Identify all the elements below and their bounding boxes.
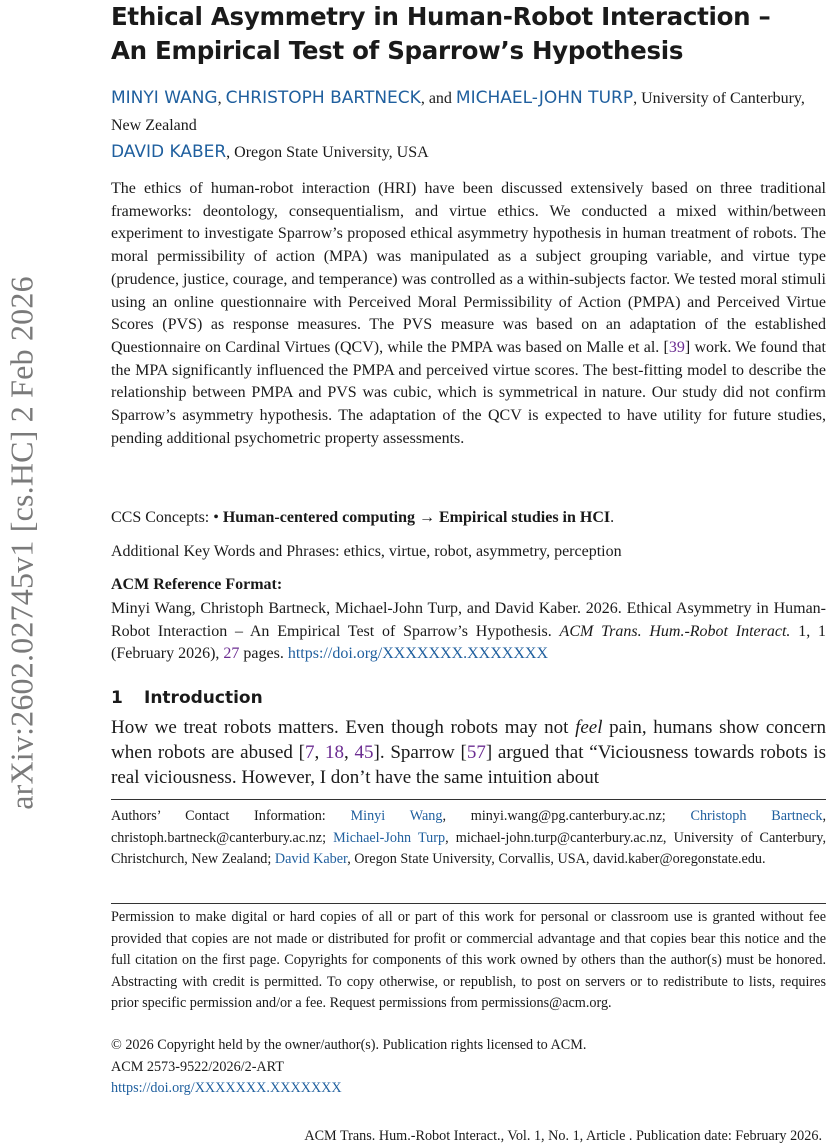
citation-link[interactable]: 57 — [466, 741, 486, 763]
abstract — [111, 178, 826, 450]
copyright-line: © 2026 Copyright held by the owner/author(s). Publication rights licensed to ACM. — [111, 1037, 587, 1053]
title-line-2: An Empirical Test of Sparrow’s Hypothesis — [111, 36, 684, 65]
acm-reference-journal: ACM Trans. Hum.-Robot Interact. — [559, 622, 791, 640]
contact-email-1: , minyi.wang@pg.canterbury.ac.nz; — [442, 808, 691, 824]
contact-label: Authors’ Contact Information: — [111, 808, 351, 824]
ccs-label: CCS Concepts: • — [111, 509, 223, 526]
acm-reference-text-1: Minyi Wang, Christoph Bartneck, Michael-John Turp, and David Kaber. 2026. Ethical Asymmetry in Human-Robot Interaction – An Empirical Test of Sparrow’s Hypothesis. — [111, 600, 826, 640]
footnote-divider — [111, 799, 826, 800]
doi-link[interactable]: https://doi.org/XXXXXXX.XXXXXXX — [287, 645, 549, 663]
ccs-end: . — [610, 509, 615, 526]
acm-reference-text-3: pages. — [239, 645, 288, 663]
copyright-doi-link[interactable]: https://doi.org/XXXXXXX.XXXXXXX — [111, 1080, 342, 1096]
permission-notice: Permission to make digital or hard copies of all or part of this work for personal or classroom use is granted without fee provided that copies are not made or distributed for profit or commercial advantage and that copies bear this notice and the full citation on the first page. Copyrights for components of this work owned by others than the author(s) must be honored. Abstracting with credit is permitted. To copy otherwise, or republish, to post on servers or to redistribute to lists, requires prior specific permission and/or a fee. Request permissions from permissions@acm.org. — [111, 909, 826, 1012]
citation-link[interactable]: 7 — [304, 741, 315, 763]
affiliation-canterbury: , University of Canterbury, New Zealand — [111, 90, 805, 134]
author-and: , and — [420, 90, 456, 107]
intro-text-3: ]. Sparrow [ — [373, 741, 467, 763]
citation-separator: , — [344, 741, 355, 763]
introduction-paragraph — [111, 716, 826, 790]
contact-link-kaber[interactable]: David Kaber — [274, 851, 348, 867]
author-contact-info — [111, 806, 826, 871]
page-count-link[interactable]: 27 — [223, 645, 240, 663]
author-link-kaber[interactable]: DAVID KABER — [111, 142, 227, 162]
intro-emphasis: feel — [575, 717, 603, 738]
author-line-1 — [111, 85, 827, 139]
keywords: Additional Key Words and Phrases: ethics, virtue, robot, asymmetry, perception — [111, 543, 622, 560]
acm-reference — [111, 598, 826, 666]
citation-link[interactable]: 18 — [325, 741, 344, 763]
ccs-concept-2: Empirical studies in HCI — [438, 509, 611, 526]
contact-link-turp[interactable]: Michael-John Turp — [333, 829, 446, 846]
author-link-wang[interactable]: MINYI WANG — [111, 88, 218, 108]
arxiv-sidebar — [2, 183, 42, 903]
copyright-block — [111, 1035, 826, 1100]
citation-link[interactable]: 39 — [668, 338, 685, 356]
arxiv-identifier: arXiv:2602.02745v1 [cs.HC] 2 Feb 2026 — [3, 276, 40, 810]
permission-divider — [111, 903, 826, 904]
citation-separator: , — [314, 741, 325, 763]
contact-email-3: , michael-john.turp@canterbury.ac.nz, University of Canterbury, Christchurch, New Zealand; — [111, 829, 826, 867]
section-title: Introduction — [144, 688, 263, 708]
acm-reference-heading: ACM Reference Format: — [111, 576, 283, 593]
author-link-bartneck[interactable]: CHRISTOPH BARTNECK — [225, 88, 421, 108]
ccs-concept-1: Human-centered computing — [222, 509, 415, 526]
ccs-arrow: → — [414, 509, 439, 526]
author-separator: , — [217, 90, 226, 107]
intro-text-1: How we treat robots matters. Even though robots may not — [111, 717, 576, 738]
author-block — [111, 85, 827, 166]
contact-email-4: , Oregon State University, Corvallis, USA, david.kaber@oregonstate.edu. — [347, 851, 766, 867]
abstract-text-1: The ethics of human-robot interaction (HRI) have been discussed extensively based on three traditional frameworks: deontology, consequentialism, and virtue ethics. We conducted a mixed within/between experiment to investigate Sparrow’s proposed ethical asymmetry hypothesis in human treatment of robots. The moral permissibility of action (MPA) was manipulated as a subject grouping variable, and virtue type (prudence, justice, courage, and temperance) was controlled as a within-subjects factor. We tested moral stimuli using an online questionnaire with Perceived Moral Permissibility of Action (PMPA) and Perceived Virtue Scores (PVS) as response measures. The PVS measure was based on an adaptation of the established Questionnaire on Cardinal Virtues (QCV), while the PMPA was based on Malle et al. [ — [111, 180, 826, 356]
author-link-turp[interactable]: MICHAEL-JOHN TURP — [455, 88, 634, 108]
page-footer: ACM Trans. Hum.-Robot Interact., Vol. 1, No. 1, Article . Publication date: February 2026. — [304, 1128, 822, 1144]
acm-reference-text-2: 1, 1 (February 2026), — [111, 622, 826, 663]
citation-link[interactable]: 45 — [354, 741, 374, 763]
abstract-text-2: ] work. We found that the MPA significantly influenced the PMPA and perceived virtue scores. The best-fitting model to describe the relationship between PMPA and PVS was cubic, which is symmetrical in nature. Our study did not confirm Sparrow’s asymmetry hypothesis. The adaptation of the QCV is expected to have utility for future studies, pending additional psychometric property assessments. — [111, 338, 826, 447]
title-line-1: Ethical Asymmetry in Human-Robot Interaction – — [111, 2, 771, 31]
issn-line: ACM 2573-9522/2026/2-ART — [111, 1058, 284, 1075]
contact-link-wang[interactable]: Minyi Wang — [350, 808, 443, 824]
section-number: 1 — [111, 688, 123, 708]
section-heading-introduction — [111, 688, 263, 708]
author-line-2 — [111, 139, 827, 166]
paper-title — [111, 0, 811, 68]
contact-email-2: , christoph.bartneck@canterbury.ac.nz; — [111, 808, 826, 846]
intro-text-4: ] argued that “Viciousness towards robots is real viciousness. However, I don’t have the same intuition about — [111, 741, 827, 788]
contact-link-bartneck[interactable]: Christoph Bartneck — [690, 808, 823, 824]
affiliation-oregon: , Oregon State University, USA — [226, 144, 429, 161]
ccs-concepts — [111, 509, 826, 527]
intro-text-2: pain, humans show concern when robots are abused [ — [111, 717, 826, 763]
